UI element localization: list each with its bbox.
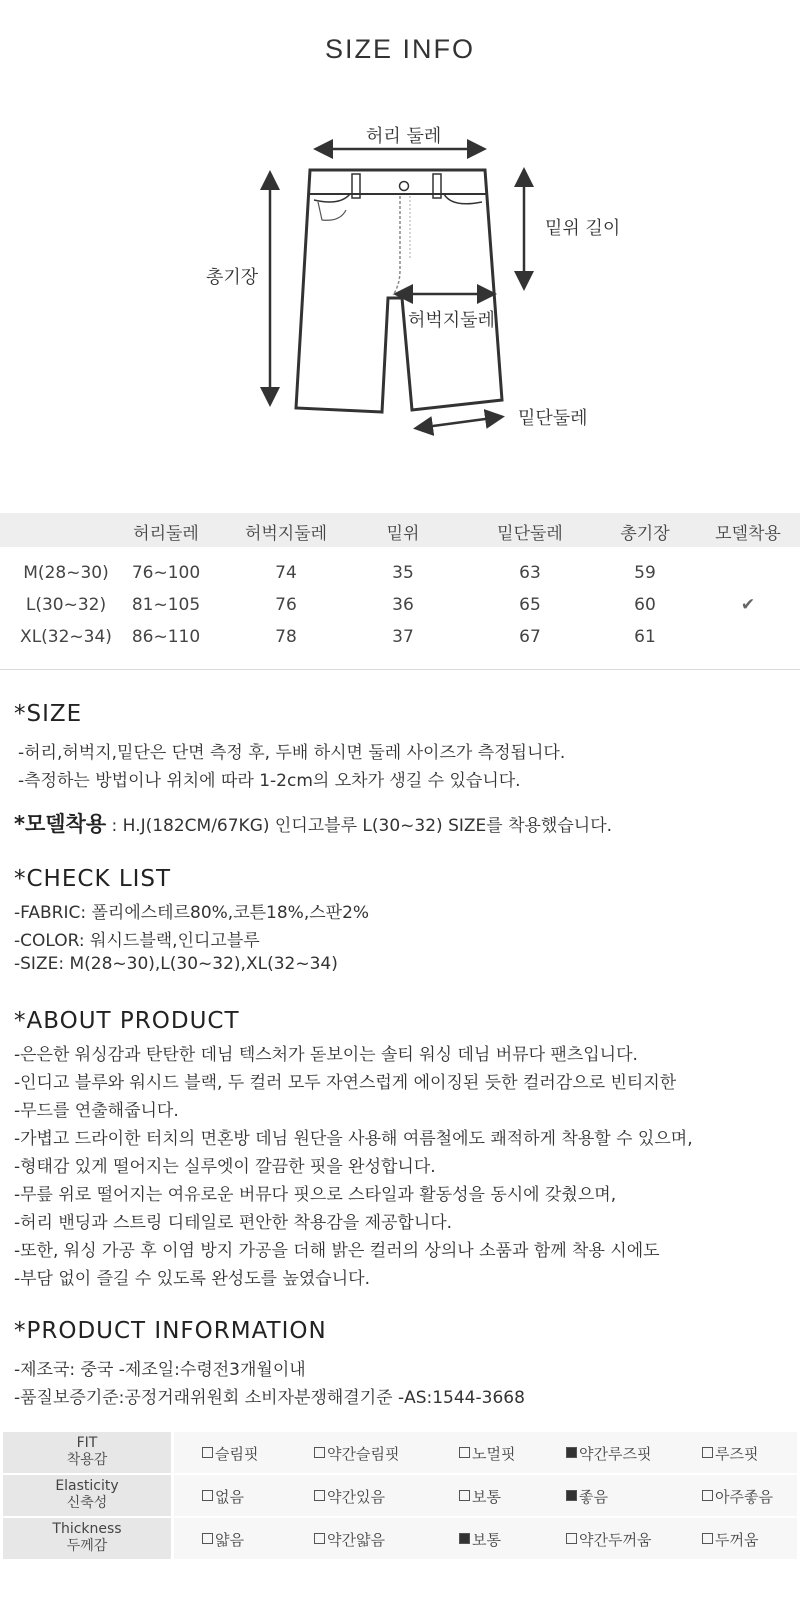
about-line: -형태감 있게 떨어지는 실루엣이 깔끔한 핏을 완성합니다.	[14, 1157, 436, 1177]
fit-option	[202, 1486, 244, 1507]
size-cell: XL(32~34)	[20, 627, 112, 647]
fit-option-label: 약간슬림핏	[327, 1445, 400, 1463]
fit-option-label: 얇음	[215, 1531, 244, 1549]
header-model: 모델착용	[715, 524, 781, 544]
waist-label: 허리 둘레	[366, 126, 442, 147]
header-thigh: 허벅지둘레	[244, 524, 328, 544]
thigh-cell: 78	[275, 627, 297, 647]
fit-row-label	[3, 1475, 171, 1516]
check-list-item: -FABRIC: 폴리에스테르80%,코튼18%,스판2%	[14, 903, 370, 923]
fit-option	[459, 1486, 501, 1507]
hem-cell: 67	[519, 627, 541, 647]
header-waist: 허리둘레	[133, 524, 199, 544]
model-info	[14, 808, 612, 838]
thigh-label: 허벅지둘레	[408, 310, 495, 331]
check-list-heading: *CHECK LIST	[14, 866, 172, 892]
product-info-heading: *PRODUCT INFORMATION	[14, 1318, 327, 1344]
about-line: -무드를 연출해줍니다.	[14, 1101, 179, 1121]
fit-option-label: 보통	[472, 1488, 501, 1506]
page-title: SIZE INFO	[324, 34, 475, 64]
waist-cell: 76~100	[131, 563, 201, 583]
fit-option-label: 보통	[472, 1531, 501, 1549]
hem-cell: 65	[519, 595, 541, 615]
fit-option	[459, 1529, 501, 1550]
about-line: -또한, 워싱 가공 후 이염 방지 가공을 더해 밝은 컬러의 상의나 소품과 함께 착용 시에도	[14, 1241, 660, 1261]
about-line: -허리 밴딩과 스트링 디테일로 편안한 착용감을 제공합니다.	[14, 1213, 453, 1233]
size-note: -측정하는 방법이나 위치에 따라 1-2cm의 오차가 생길 수 있습니다.	[18, 771, 521, 791]
empty-box-icon	[566, 1533, 577, 1544]
header-rise: 밑위	[386, 524, 420, 544]
empty-box-icon	[202, 1490, 213, 1501]
check-list-item: -COLOR: 워시드블랙,인디고블루	[14, 931, 260, 951]
fit-options	[174, 1475, 797, 1516]
fit-option-label: 없음	[215, 1488, 244, 1506]
fit-row	[3, 1518, 797, 1559]
rise-cell: 36	[392, 595, 414, 615]
empty-box-icon	[459, 1447, 470, 1458]
fit-row-label	[3, 1432, 171, 1473]
size-note: -허리,허벅지,밑단은 단면 측정 후, 두배 하시면 둘레 사이즈가 측정됩니다.	[18, 743, 566, 763]
model-check-icon: ✔	[740, 595, 756, 615]
fit-option	[702, 1529, 758, 1550]
header-hem: 밑단둘레	[497, 524, 563, 544]
hem-cell: 63	[519, 563, 541, 583]
fit-option-label: 좋음	[579, 1488, 608, 1506]
check-list-item: -SIZE: M(28~30),L(30~32),XL(32~34)	[14, 954, 338, 974]
waist-cell: 81~105	[131, 595, 201, 615]
total-length-label: 총기장	[206, 267, 259, 288]
fit-option-label: 노멀핏	[472, 1445, 516, 1463]
about-line: -인디고 블루와 워시드 블랙, 두 컬러 모두 자연스럽게 에이징된 듯한 컬러감으로 빈티지한	[14, 1073, 677, 1093]
header-length: 총기장	[620, 524, 670, 544]
fit-options	[174, 1432, 797, 1473]
empty-box-icon	[314, 1533, 325, 1544]
fit-option	[202, 1443, 258, 1464]
fit-option	[459, 1443, 515, 1464]
empty-box-icon	[314, 1490, 325, 1501]
about-line: -가볍고 드라이한 터치의 면혼방 데님 원단을 사용해 여름철에도 쾌적하게 착용할 수 있으며,	[14, 1129, 693, 1149]
fit-option	[314, 1529, 385, 1550]
fit-row	[3, 1432, 797, 1473]
fit-label-en: FIT	[76, 1435, 98, 1451]
fit-label-ko: 신축성	[66, 1495, 108, 1511]
size-heading: *SIZE	[14, 701, 83, 727]
about-line: -은은한 워싱감과 탄탄한 데님 텍스처가 돋보이는 솔티 워싱 데님 버뮤다 팬츠입니다.	[14, 1045, 638, 1065]
empty-box-icon	[202, 1447, 213, 1458]
thigh-cell: 74	[275, 563, 297, 583]
fit-option	[702, 1443, 758, 1464]
fit-label-ko: 착용감	[66, 1452, 108, 1468]
empty-box-icon	[702, 1447, 713, 1458]
thigh-cell: 76	[275, 595, 297, 615]
fit-option	[566, 1443, 651, 1464]
fit-option-label: 약간얇음	[327, 1531, 385, 1549]
empty-box-icon	[702, 1533, 713, 1544]
size-cell: M(28~30)	[23, 563, 109, 583]
fit-label-en: Thickness	[52, 1521, 122, 1537]
product-info-line: -품질보증기준:공정거래위원회 소비자분쟁해결기준 -AS:1544-3668	[14, 1388, 525, 1408]
size-table	[0, 513, 800, 670]
length-cell: 60	[634, 595, 656, 615]
fit-option-label: 약간루즈핏	[579, 1445, 652, 1463]
fit-option-label: 슬림핏	[215, 1445, 259, 1463]
waist-cell: 86~110	[131, 627, 201, 647]
fit-label-ko: 두께감	[66, 1538, 108, 1554]
about-heading: *ABOUT PRODUCT	[14, 1008, 240, 1034]
fit-options	[174, 1518, 797, 1559]
fit-option-label: 약간있음	[327, 1488, 385, 1506]
empty-box-icon	[459, 1490, 470, 1501]
model-text: : H.J(182CM/67KG) 인디고블루 L(30~32) SIZE를 착용했습니다.	[106, 816, 613, 836]
rise-cell: 35	[392, 563, 414, 583]
about-line: -부담 없이 즐길 수 있도록 완성도를 높였습니다.	[14, 1269, 370, 1289]
fit-label-en: Elasticity	[55, 1478, 119, 1494]
empty-box-icon	[314, 1447, 325, 1458]
length-cell: 59	[634, 563, 656, 583]
fit-option-label: 아주좋음	[715, 1488, 773, 1506]
product-info-line: -제조국: 중국 -제조일:수령전3개월이내	[14, 1360, 306, 1380]
fit-option	[202, 1529, 244, 1550]
fit-option	[566, 1486, 608, 1507]
size-cell: L(30~32)	[25, 595, 107, 615]
model-heading: *모델착용	[14, 812, 107, 836]
rise-cell: 37	[392, 627, 414, 647]
fit-row-label	[3, 1518, 171, 1559]
checked-box-icon	[459, 1533, 470, 1544]
size-diagram	[190, 110, 630, 460]
hem-label: 밑단둘레	[518, 408, 588, 429]
fit-row	[3, 1475, 797, 1516]
checked-box-icon	[566, 1490, 577, 1501]
length-cell: 61	[634, 627, 656, 647]
size-table-header	[0, 513, 800, 547]
fit-option	[314, 1486, 385, 1507]
empty-box-icon	[202, 1533, 213, 1544]
about-line: -무릎 위로 떨어지는 여유로운 버뮤다 핏으로 스타일과 활동성을 동시에 갖췄으며,	[14, 1185, 617, 1205]
rise-label: 밑위 길이	[545, 218, 621, 239]
fit-option-label: 두꺼움	[715, 1531, 759, 1549]
fit-option-label: 루즈핏	[715, 1445, 759, 1463]
fit-option	[314, 1443, 399, 1464]
checked-box-icon	[566, 1447, 577, 1458]
empty-box-icon	[702, 1490, 713, 1501]
fit-option	[566, 1529, 651, 1550]
fit-option	[702, 1486, 773, 1507]
fit-option-label: 약간두꺼움	[579, 1531, 652, 1549]
